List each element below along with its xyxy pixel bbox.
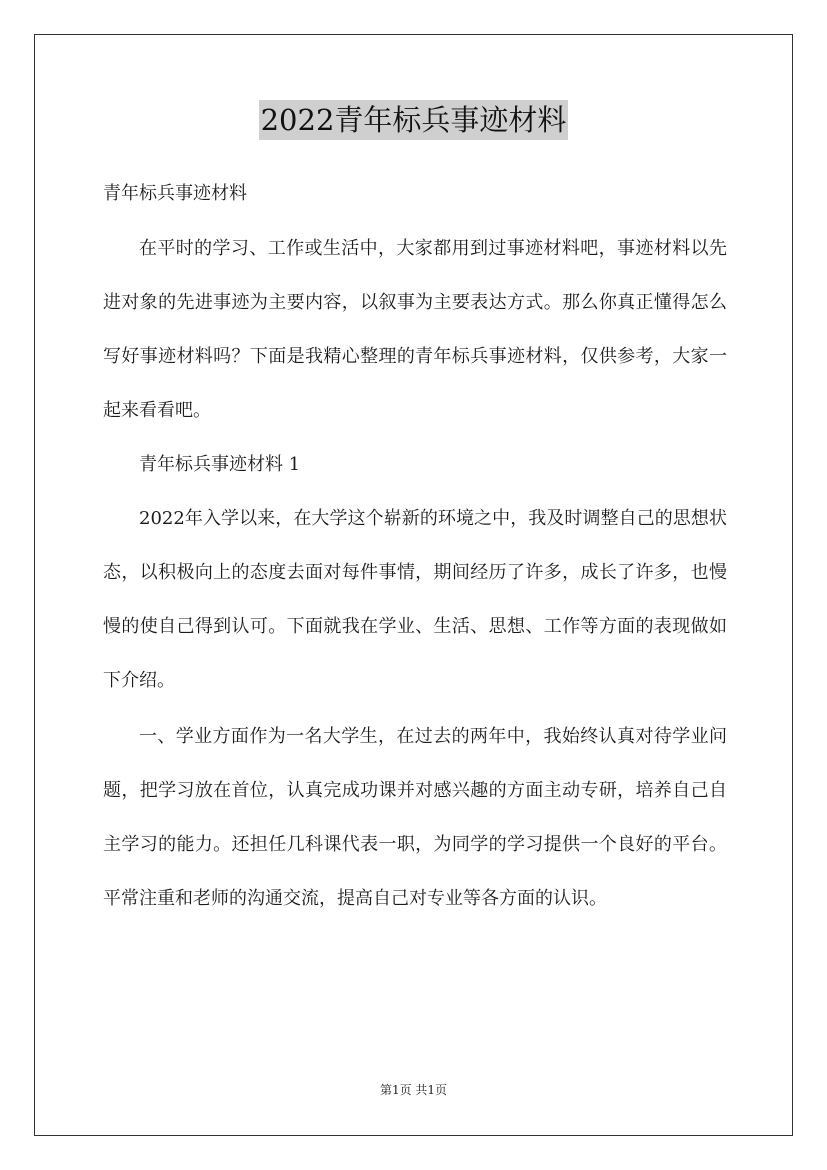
document-subtitle: 青年标兵事迹材料 [103, 183, 247, 204]
section-title: 青年标兵事迹材料 1 [139, 454, 301, 475]
page-footer: 第1页 共1页 [379, 1083, 448, 1097]
title-area [0, 100, 827, 140]
body-paragraph: 2022年入学以来，在大学这个崭新的环境之中，我及时调整自己的思想状态，以积极向上的态度去面对每件事情，期间经历了许多，成长了许多，也慢慢的使自己得到认可。下面就我在学业、生活、思想、工作等方面的表现做如下介绍。 [103, 508, 727, 691]
document-body [103, 174, 727, 926]
body-paragraph: 一、学业方面作为一名大学生，在过去的两年中，我始终认真对待学业问题，把学习放在首位，认真完成功课并对感兴趣的方面主动专研，培养自己自主学习的能力。还担任几科课代表一职，为同学的学习提供一个良好的平台。平常注重和老师的沟通交流，提高自己对专业等各方面的认识。 [103, 726, 727, 909]
intro-paragraph: 在平时的学习、工作或生活中，大家都用到过事迹材料吧，事迹材料以先进对象的先进事迹为主要内容，以叙事为主要表达方式。那么你真正懂得怎么写好事迹材料吗？下面是我精心整理的青年标兵事迹材料，仅供参考，大家一起来看看吧。 [103, 238, 727, 421]
document-title: 2022青年标兵事迹材料 [259, 100, 569, 140]
